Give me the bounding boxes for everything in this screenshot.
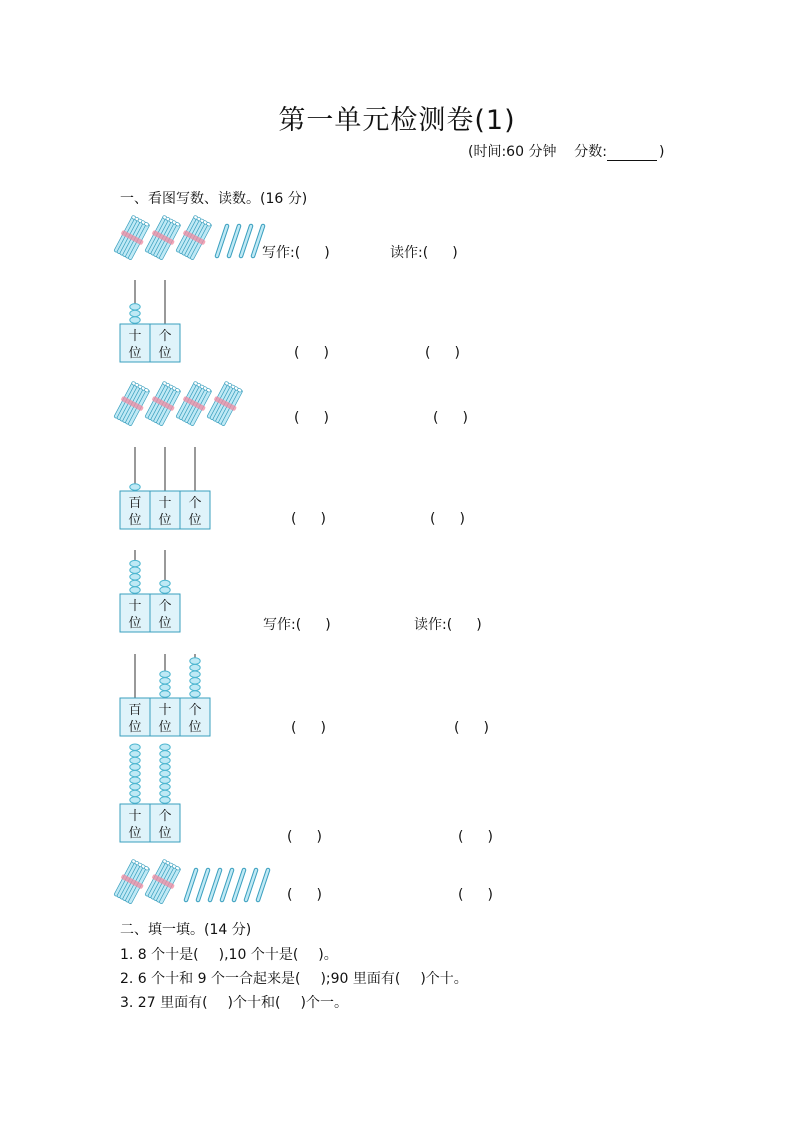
section2-heading: 二、填一填。(14 分) xyxy=(120,922,252,938)
abacus-bead xyxy=(190,691,200,697)
abacus-bead xyxy=(160,684,170,690)
item8-write-blank[interactable]: ( ) xyxy=(287,887,322,903)
section1-heading: 一、看图写数、读数。(16 分) xyxy=(120,191,308,207)
place-label: 个 xyxy=(158,329,172,344)
item4-read-blank[interactable]: ( ) xyxy=(430,511,465,527)
place-label: 位 xyxy=(158,826,172,841)
place-label: 位 xyxy=(158,616,172,631)
question-1: 1. 8 个十是( ),10 个十是( )。 xyxy=(120,947,338,963)
stick-bundle xyxy=(174,214,214,261)
abacus-bead xyxy=(160,770,170,776)
place-label: 位 xyxy=(188,513,202,528)
abacus-bead xyxy=(190,658,200,664)
abacus-bead xyxy=(160,691,170,697)
bundle-picture-3 xyxy=(116,380,256,428)
place-label: 位 xyxy=(128,513,142,528)
place-label: 十 xyxy=(158,703,172,718)
abacus-bead xyxy=(160,777,170,783)
item2-read-blank[interactable]: ( ) xyxy=(425,345,460,361)
abacus-picture-2 xyxy=(119,280,185,364)
item1-read-blank[interactable]: 读作:( ) xyxy=(390,245,458,261)
place-label: 百 xyxy=(128,703,142,718)
item7-read-blank[interactable]: ( ) xyxy=(458,829,493,845)
place-label: 十 xyxy=(158,496,172,511)
abacus-bead xyxy=(130,484,140,490)
abacus-bead xyxy=(130,757,140,763)
abacus-bead xyxy=(130,587,140,593)
item6-read-blank[interactable]: ( ) xyxy=(454,720,489,736)
question-3: 3. 27 里面有( )个十和( )个一。 xyxy=(120,995,348,1011)
abacus-bead xyxy=(190,664,200,670)
stick-bundle xyxy=(143,380,183,427)
abacus-bead xyxy=(130,560,140,566)
abacus-bead xyxy=(160,790,170,796)
abacus-bead xyxy=(130,797,140,803)
abacus-picture-5 xyxy=(119,550,185,634)
place-label: 位 xyxy=(128,720,142,735)
item2-write-blank[interactable]: ( ) xyxy=(294,345,329,361)
stick-bundle xyxy=(174,380,214,427)
place-label: 十 xyxy=(128,599,142,614)
item1-write-blank[interactable]: 写作:( ) xyxy=(262,245,330,261)
abacus-bead xyxy=(130,317,140,323)
place-label: 位 xyxy=(188,720,202,735)
item3-write-blank[interactable]: ( ) xyxy=(294,410,329,426)
abacus-bead xyxy=(130,304,140,310)
score-label: 分数: xyxy=(574,144,607,160)
abacus-bead xyxy=(130,310,140,316)
place-label: 位 xyxy=(158,720,172,735)
abacus-bead xyxy=(160,678,170,684)
abacus-bead xyxy=(160,587,170,593)
abacus-bead xyxy=(160,784,170,790)
place-label: 个 xyxy=(188,496,202,511)
place-label: 十 xyxy=(128,809,142,824)
place-label: 位 xyxy=(128,346,142,361)
place-label: 百 xyxy=(128,496,142,511)
abacus-bead xyxy=(130,567,140,573)
place-label: 位 xyxy=(128,826,142,841)
abacus-bead xyxy=(130,784,140,790)
question-2: 2. 6 个十和 9 个一合起来是( );90 里面有( )个十。 xyxy=(120,971,468,987)
bundle-picture-1 xyxy=(116,214,266,262)
stick-bundle xyxy=(205,380,245,427)
place-label: 位 xyxy=(128,616,142,631)
place-label: 个 xyxy=(158,809,172,824)
item7-write-blank[interactable]: ( ) xyxy=(287,829,322,845)
page-title: 第一单元检测卷(1) xyxy=(278,105,516,136)
time-score-info: (时间:60 分钟 分数: ) xyxy=(468,144,665,160)
abacus-bead xyxy=(130,751,140,757)
abacus-bead xyxy=(190,678,200,684)
item8-read-blank[interactable]: ( ) xyxy=(458,887,493,903)
abacus-bead xyxy=(160,797,170,803)
item4-write-blank[interactable]: ( ) xyxy=(291,511,326,527)
item5-write-blank[interactable]: 写作:( ) xyxy=(263,617,331,633)
abacus-bead xyxy=(160,751,170,757)
stick-bundle xyxy=(112,214,152,261)
abacus-bead xyxy=(130,790,140,796)
abacus-bead xyxy=(190,684,200,690)
place-label: 位 xyxy=(158,513,172,528)
item3-read-blank[interactable]: ( ) xyxy=(433,410,468,426)
place-label: 十 xyxy=(128,329,142,344)
abacus-picture-7 xyxy=(119,752,185,844)
abacus-picture-4 xyxy=(119,447,215,531)
place-label: 个 xyxy=(158,599,172,614)
score-blank[interactable] xyxy=(607,146,657,161)
stick-bundle xyxy=(143,214,183,261)
stick-bundle xyxy=(112,858,152,905)
abacus-bead xyxy=(130,764,140,770)
item6-write-blank[interactable]: ( ) xyxy=(291,720,326,736)
stick-bundle xyxy=(143,858,183,905)
item5-read-blank[interactable]: 读作:( ) xyxy=(414,617,482,633)
abacus-bead xyxy=(130,744,140,750)
abacus-bead xyxy=(130,770,140,776)
abacus-bead xyxy=(160,580,170,586)
bundle-picture-8 xyxy=(116,858,256,906)
place-label: 位 xyxy=(158,346,172,361)
abacus-bead xyxy=(130,777,140,783)
abacus-bead xyxy=(160,764,170,770)
abacus-bead xyxy=(160,744,170,750)
place-label: 个 xyxy=(188,703,202,718)
abacus-bead xyxy=(130,580,140,586)
abacus-bead xyxy=(160,671,170,677)
abacus-bead xyxy=(160,757,170,763)
time-info: (时间:60 分钟 xyxy=(468,144,557,160)
abacus-bead xyxy=(190,671,200,677)
abacus-bead xyxy=(130,574,140,580)
stick-bundle xyxy=(112,380,152,427)
abacus-picture-6 xyxy=(119,654,215,738)
